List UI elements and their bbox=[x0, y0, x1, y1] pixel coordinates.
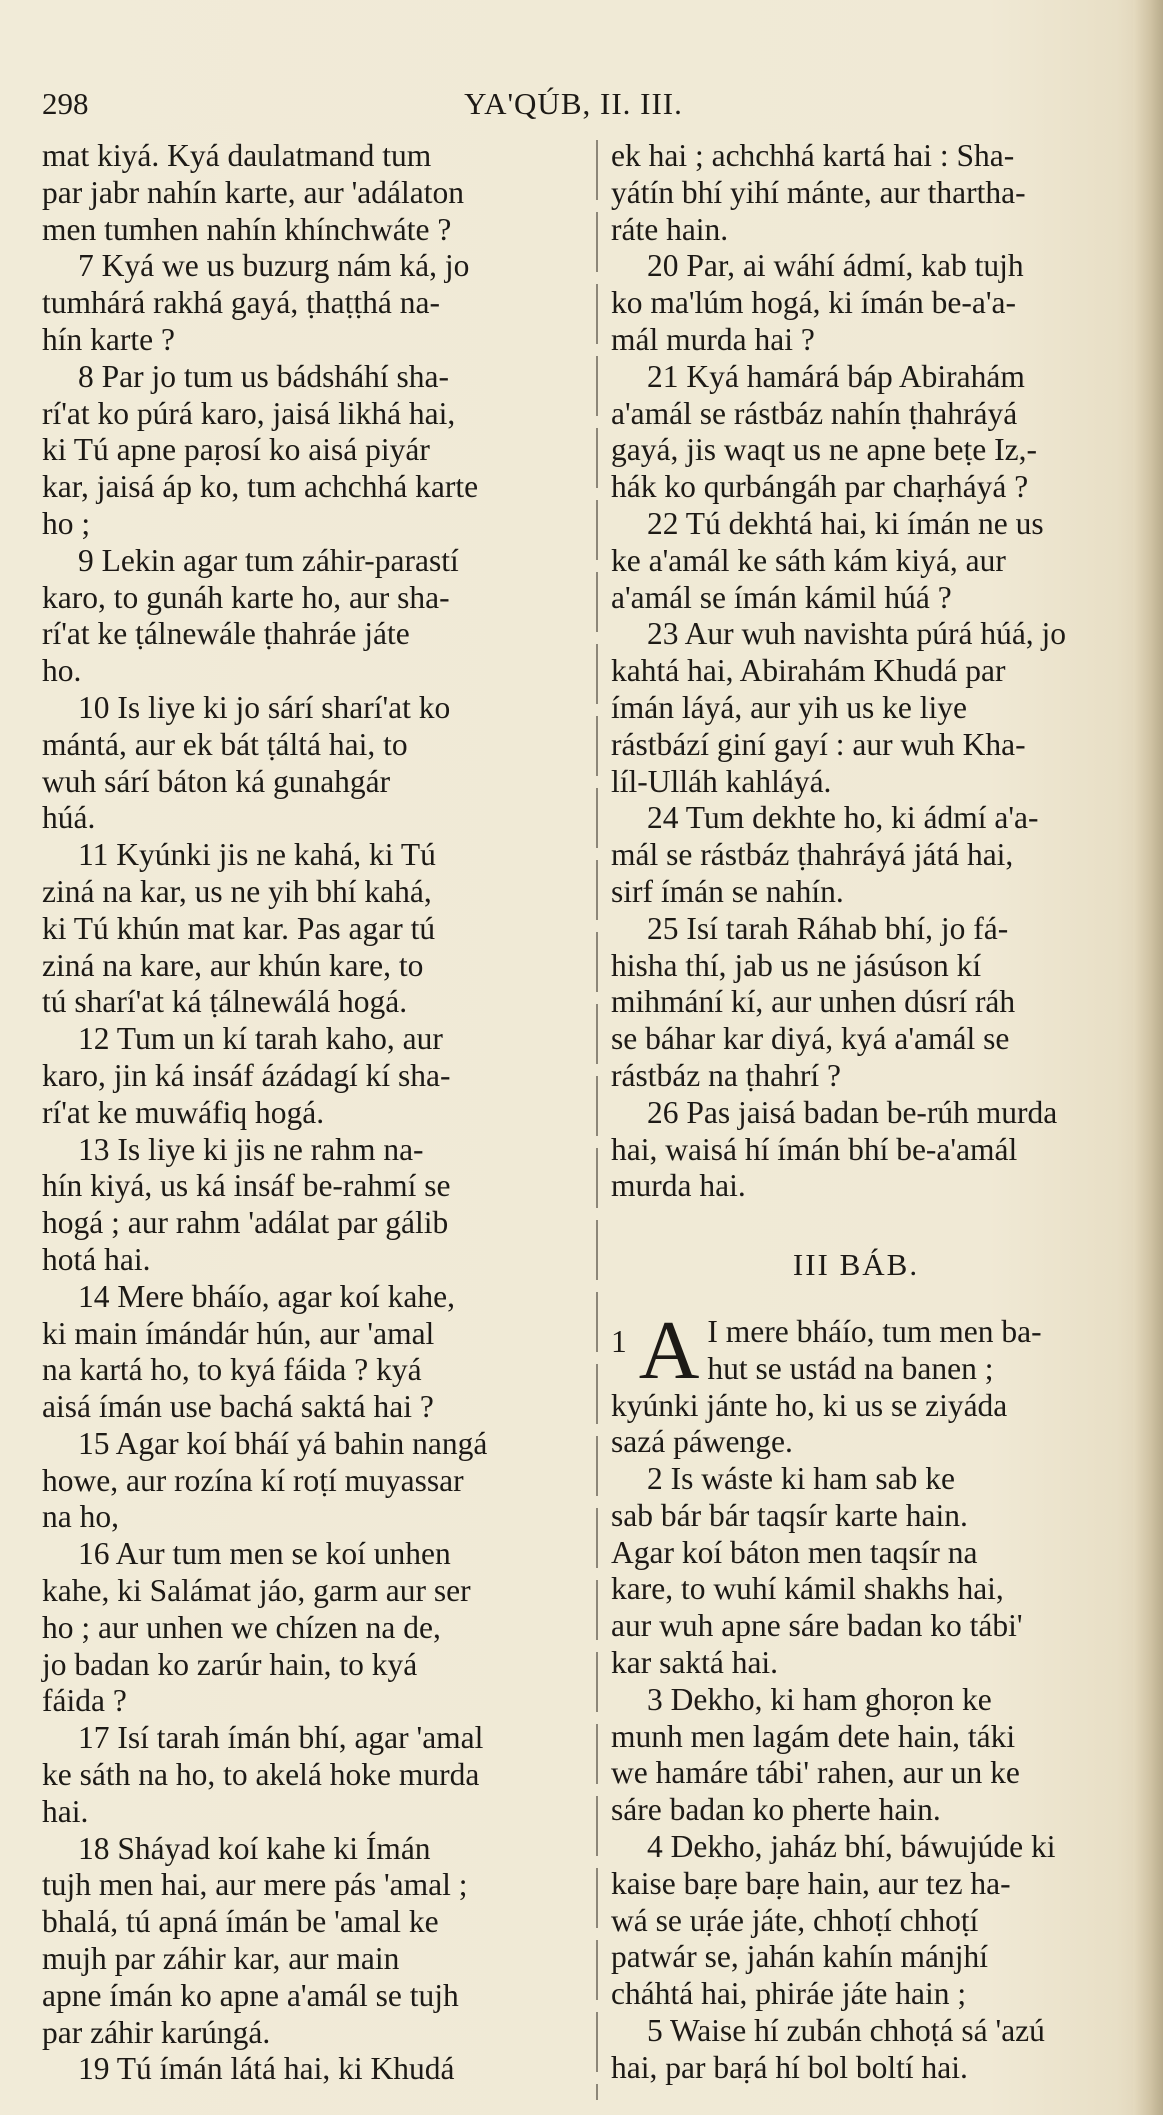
right-column-bottom-text bbox=[611, 1388, 1101, 2087]
text-line: sab bár bár taqsír karte hain. bbox=[611, 1497, 968, 1533]
running-header bbox=[42, 78, 1105, 128]
text-line: ki main ímándár hún, aur 'amal bbox=[42, 1315, 435, 1351]
text-line: tú sharí'at ká ṭálnewálá hogá. bbox=[42, 984, 408, 1020]
text-line: mántá, aur ek bát ṭáltá hai, to bbox=[42, 726, 408, 762]
text-line: líl-Ulláh kahláyá. bbox=[611, 763, 832, 799]
text-line: 14 Mere bháío, agar koí kahe, bbox=[78, 1278, 455, 1314]
text-line: rí'at ko púrá karo, jaisá likhá hai, bbox=[42, 395, 456, 431]
text-line: yátín bhí yihí mánte, aur thartha- bbox=[611, 174, 1026, 210]
text-line: 24 Tum dekhte ho, ki ádmí a'a- bbox=[647, 800, 1039, 836]
text-line: par záhir karúngá. bbox=[42, 2014, 271, 2050]
text-line: we hamáre tábi' rahen, aur un ke bbox=[611, 1755, 1020, 1791]
text-line: aur wuh apne sáre badan ko tábi' bbox=[611, 1608, 1023, 1644]
text-line: ho ; aur unhen we chízen na de, bbox=[42, 1609, 441, 1645]
text-line: 15 Agar koí bháí yá bahin nangá bbox=[78, 1425, 488, 1461]
text-line: hín karte ? bbox=[42, 321, 175, 357]
text-line: sirf ímán se nahín. bbox=[611, 873, 844, 909]
text-line: hut se ustád na banen ; bbox=[707, 1350, 994, 1386]
text-line: hai, waisá hí ímán bhí be-a'amál bbox=[611, 1131, 1018, 1167]
text-line: bhalá, tú apná ímán be 'amal ke bbox=[42, 1904, 439, 1940]
text-line: hai. bbox=[42, 1793, 89, 1829]
text-line: 8 Par jo tum us bádsháhí sha- bbox=[78, 358, 449, 394]
text-line: 18 Sháyad koí kahe ki Ímán bbox=[78, 1830, 431, 1866]
text-line: apne ímán ko apne a'amál se tujh bbox=[42, 1977, 459, 2013]
text-line: 9 Lekin agar tum záhir-parastí bbox=[78, 542, 459, 578]
text-line: a'amál se ímán kámil húá ? bbox=[611, 579, 952, 615]
text-line: 5 Waise hí zubán chhoṭá sá 'azú bbox=[647, 2013, 1045, 2049]
text-line: 4 Dekho, jaház bhí, báwujúde ki bbox=[647, 1829, 1056, 1865]
text-line: murda hai. bbox=[611, 1168, 746, 1204]
text-line: rástbáz na ṭhahrí ? bbox=[611, 1057, 842, 1093]
text-line: hotá hai. bbox=[42, 1241, 151, 1277]
text-line: wuh sárí báton ká gunahgár bbox=[42, 763, 391, 799]
text-line: ki Tú apne paṛosí ko aisá piyár bbox=[42, 432, 430, 468]
text-line: hogá ; aur rahm 'adálat par gálib bbox=[42, 1205, 449, 1241]
text-line: par jabr nahín karte, aur 'adálaton bbox=[42, 174, 464, 210]
text-line: ho. bbox=[42, 653, 82, 689]
text-line: tumhárá rakhá gayá, ṭhaṭṭhá na- bbox=[42, 285, 440, 321]
chapter-first-verse bbox=[611, 1303, 1101, 1397]
text-line: ke a'amál ke sáth kám kiyá, aur bbox=[611, 542, 1006, 578]
text-line: 16 Aur tum men se koí unhen bbox=[78, 1536, 451, 1572]
text-line: jo badan ko zarúr hain, to kyá bbox=[42, 1646, 418, 1682]
text-line: 21 Kyá hamárá báp Abirahám bbox=[647, 358, 1025, 394]
text-line: cháhtá hai, phiráe játe hain ; bbox=[611, 1976, 967, 2012]
text-line: aisá ímán use bachá saktá hai ? bbox=[42, 1389, 434, 1425]
text-line: kar, jaisá áp ko, tum achchhá karte bbox=[42, 469, 479, 505]
text-line: 11 Kyúnki jis ne kahá, ki Tú bbox=[78, 837, 436, 873]
text-line: kare, to wuhí kámil shakhs hai, bbox=[611, 1571, 1004, 1607]
text-line: 20 Par, ai wáhí ádmí, kab tujh bbox=[647, 248, 1024, 284]
text-line: howe, aur rozína kí roṭí muyassar bbox=[42, 1462, 464, 1498]
page-number: 298 bbox=[42, 86, 89, 121]
text-line: men tumhen nahín khínchwáte ? bbox=[42, 211, 452, 247]
text-line: 3 Dekho, ki ham ghoṛon ke bbox=[647, 1681, 992, 1717]
text-line: I mere bháío, tum men ba- bbox=[707, 1313, 1042, 1349]
page-edge bbox=[1133, 0, 1163, 2115]
text-line: ek hai ; achchhá kartá hai : Sha- bbox=[611, 138, 1015, 173]
text-line: gayá, jis waqt us ne apne beṭe Iz,- bbox=[611, 432, 1037, 468]
chapter-first-verse-number: 1 bbox=[611, 1323, 627, 1359]
text-line: na kartá ho, to kyá fáida ? kyá bbox=[42, 1352, 422, 1388]
text-line: mujh par záhir kar, aur main bbox=[42, 1941, 400, 1977]
text-line: rí'at ke muwáfiq hogá. bbox=[42, 1094, 325, 1130]
text-line: wá se uṛáe játe, chhoṭí chhoṭí bbox=[611, 1902, 979, 1938]
text-line: karo, jin ká insáf ázádagí kí sha- bbox=[42, 1057, 451, 1093]
column-divider bbox=[596, 140, 598, 2100]
text-line: 13 Is liye ki jis ne rahm na- bbox=[78, 1131, 424, 1167]
text-line: na ho, bbox=[42, 1499, 119, 1535]
right-column bbox=[611, 138, 1101, 2087]
text-line: Agar koí báton men taqsír na bbox=[611, 1534, 978, 1570]
text-line: kahtá hai, Abirahám Khudá par bbox=[611, 653, 1006, 689]
text-line: húá. bbox=[42, 800, 96, 836]
text-line: sazá páwenge. bbox=[611, 1424, 793, 1460]
text-line: 23 Aur wuh navishta púrá húá, jo bbox=[647, 616, 1067, 652]
drop-cap-letter: A bbox=[638, 1303, 700, 1397]
text-line: 10 Is liye ki jo sárí sharí'at ko bbox=[78, 689, 451, 725]
text-line: patwár se, jahán kahín mánjhí bbox=[611, 1939, 989, 1975]
text-line: ziná na kare, aur khún kare, to bbox=[42, 947, 424, 983]
text-line: 2 Is wáste ki ham sab ke bbox=[647, 1461, 955, 1497]
text-line: hín kiyá, us ká insáf be-rahmí se bbox=[42, 1168, 451, 1204]
text-line: ho ; bbox=[42, 505, 91, 541]
text-line: ziná na kar, us ne yih bhí kahá, bbox=[42, 873, 432, 909]
right-column-top-text bbox=[611, 138, 1101, 1205]
text-line: mat kiyá. Kyá daulatmand tum bbox=[42, 138, 432, 173]
text-line: 25 Isí tarah Ráhab bhí, jo fá- bbox=[647, 910, 1009, 946]
text-line: kahe, ki Salámat jáo, garm aur ser bbox=[42, 1573, 471, 1609]
text-line: tujh men hai, aur mere pás 'amal ; bbox=[42, 1867, 468, 1903]
text-line: sáre badan ko pherte hain. bbox=[611, 1792, 941, 1828]
chapter-heading: III BÁB. bbox=[792, 1247, 920, 1283]
text-line: hai, par baṛá hí bol boltí hai. bbox=[611, 2049, 968, 2085]
text-line: ko ma'lúm hogá, ki ímán be-a'a- bbox=[611, 285, 1016, 321]
text-line: 17 Isí tarah ímán bhí, agar 'amal bbox=[78, 1720, 484, 1756]
text-line: a'amál se rástbáz nahín ṭhahráyá bbox=[611, 395, 1018, 431]
text-line: hisha thí, jab us ne jásúson kí bbox=[611, 947, 982, 983]
text-line: mál se rástbáz ṭhahráyá játá hai, bbox=[611, 837, 1014, 873]
text-line: kaise baṛe baṛe hain, aur tez ha- bbox=[611, 1865, 1011, 1901]
text-line: 7 Kyá we us buzurg nám ká, jo bbox=[78, 248, 470, 284]
text-line: fáida ? bbox=[42, 1683, 127, 1719]
text-line: rástbází giní gayí : aur wuh Kha- bbox=[611, 726, 1026, 762]
text-line: mál murda hai ? bbox=[611, 321, 815, 357]
text-line: karo, to gunáh karte ho, aur sha- bbox=[42, 579, 450, 615]
text-line: ímán láyá, aur yih us ke liye bbox=[611, 689, 968, 725]
text-line: munh men lagám dete hain, táki bbox=[611, 1718, 1016, 1754]
text-line: rí'at ke ṭálnewále ṭhahráe játe bbox=[42, 616, 410, 652]
text-line: ráte hain. bbox=[611, 211, 729, 247]
text-line: kar saktá hai. bbox=[611, 1645, 779, 1681]
text-line: 26 Pas jaisá badan be-rúh murda bbox=[647, 1094, 1058, 1130]
text-line: hák ko qurbángáh par chaṛháyá ? bbox=[611, 469, 1029, 505]
running-title: YA'QÚB, II. III. bbox=[464, 86, 683, 121]
left-column bbox=[42, 138, 586, 2088]
text-line: ki Tú khún mat kar. Pas agar tú bbox=[42, 910, 436, 946]
text-line: mihmání kí, aur unhen dúsrí ráh bbox=[611, 984, 1016, 1020]
text-line: 19 Tú ímán látá hai, ki Khudá bbox=[78, 2051, 455, 2087]
text-line: ke sáth na ho, to akelá hoke murda bbox=[42, 1757, 480, 1793]
text-line: 22 Tú dekhtá hai, ki ímán ne us bbox=[647, 505, 1044, 541]
text-line: kyúnki jánte ho, ki us se ziyáda bbox=[611, 1387, 1008, 1423]
text-line: se báhar kar diyá, kyá a'amál se bbox=[611, 1021, 1010, 1057]
text-line: 12 Tum un kí tarah kaho, aur bbox=[78, 1021, 443, 1057]
